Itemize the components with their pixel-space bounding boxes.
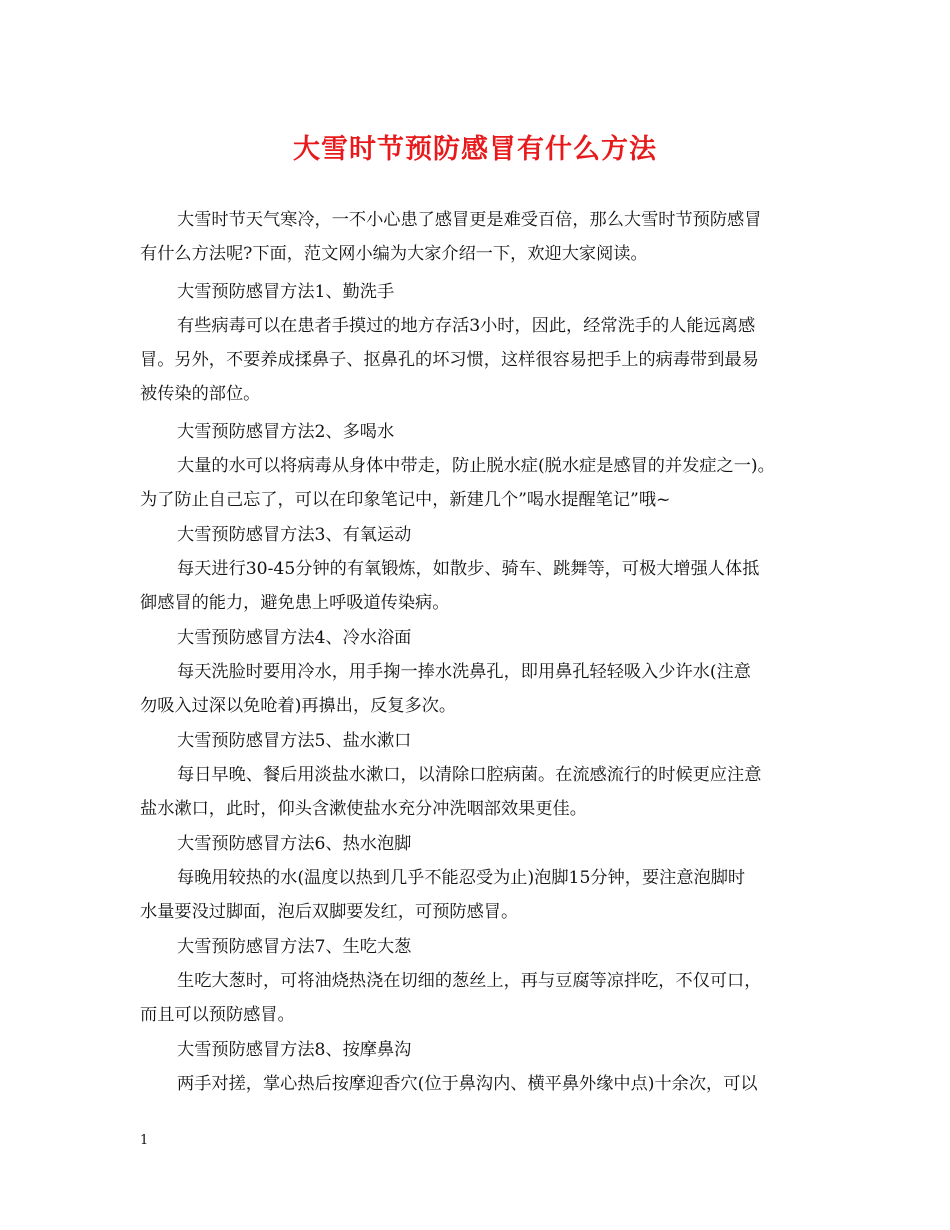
section-heading: 大雪预防感冒方法4、冷水浴面 — [177, 628, 412, 648]
paragraph-line: 水量要没过脚面，泡后双脚要发红，可预防感冒。 — [140, 902, 519, 922]
paragraph-line: 每天进行30-45分钟的有氧锻炼，如散步、骑车、跳舞等，可极大增强人体抵 — [177, 559, 760, 579]
paragraph-line: 有什么方法呢?下面，范文网小编为大家介绍一下，欢迎大家阅读。 — [140, 244, 648, 264]
paragraph-line: 为了防止自己忘了，可以在印象笔记中，新建几个”喝水提醒笔记”哦~ — [140, 490, 671, 510]
paragraph-line: 每晚用较热的水(温度以热到几乎不能忍受为止)泡脚15分钟，要注意泡脚时 — [177, 868, 746, 888]
section-heading: 大雪预防感冒方法6、热水泡脚 — [177, 834, 412, 854]
page-number: 1 — [140, 1133, 149, 1148]
section-heading: 大雪预防感冒方法1、勤洗手 — [177, 282, 395, 302]
paragraph-line: 盐水漱口，此时，仰头含漱使盐水充分冲洗咽部效果更佳。 — [140, 799, 587, 819]
paragraph-line: 而且可以预防感冒。 — [140, 1005, 295, 1025]
paragraph-line: 冒。另外，不要养成揉鼻子、抠鼻孔的坏习惯，这样很容易把手上的病毒带到最易 — [140, 350, 759, 370]
paragraph-line: 每日早晚、餐后用淡盐水漱口，以清除口腔病菌。在流感流行的时候更应注意 — [177, 765, 762, 785]
page-title: 大雪时节预防感冒有什么方法 — [293, 134, 657, 165]
paragraph-line: 生吃大葱时，可将油烧热浇在切细的葱丝上，再与豆腐等凉拌吃，不仅可口， — [177, 971, 762, 991]
section-heading: 大雪预防感冒方法5、盐水漱口 — [177, 731, 412, 751]
section-heading: 大雪预防感冒方法2、多喝水 — [177, 422, 395, 442]
paragraph-line: 被传染的部位。 — [140, 384, 261, 404]
section-heading: 大雪预防感冒方法7、生吃大葱 — [177, 937, 412, 957]
paragraph-line: 每天洗脸时要用冷水，用手掬一捧水洗鼻孔，即用鼻孔轻轻吸入少许水(注意 — [177, 662, 751, 682]
paragraph-line: 大量的水可以将病毒从身体中带走，防止脱水症(脱水症是感冒的并发症之一)。 — [177, 456, 775, 476]
paragraph-line: 两手对搓，掌心热后按摩迎香穴(位于鼻沟内、横平鼻外缘中点)十余次，可以 — [177, 1074, 758, 1094]
paragraph-line: 有些病毒可以在患者手摸过的地方存活3小时，因此，经常洗手的人能远离感 — [177, 316, 756, 336]
paragraph-line: 御感冒的能力，避免患上呼吸道传染病。 — [140, 593, 450, 613]
section-heading: 大雪预防感冒方法8、按摩鼻沟 — [177, 1040, 412, 1060]
section-heading: 大雪预防感冒方法3、有氧运动 — [177, 525, 412, 545]
paragraph-line: 大雪时节天气寒冷，一不小心患了感冒更是难受百倍，那么大雪时节预防感冒 — [177, 210, 762, 230]
paragraph-line: 勿吸入过深以免呛着)再擤出，反复多次。 — [140, 696, 457, 716]
